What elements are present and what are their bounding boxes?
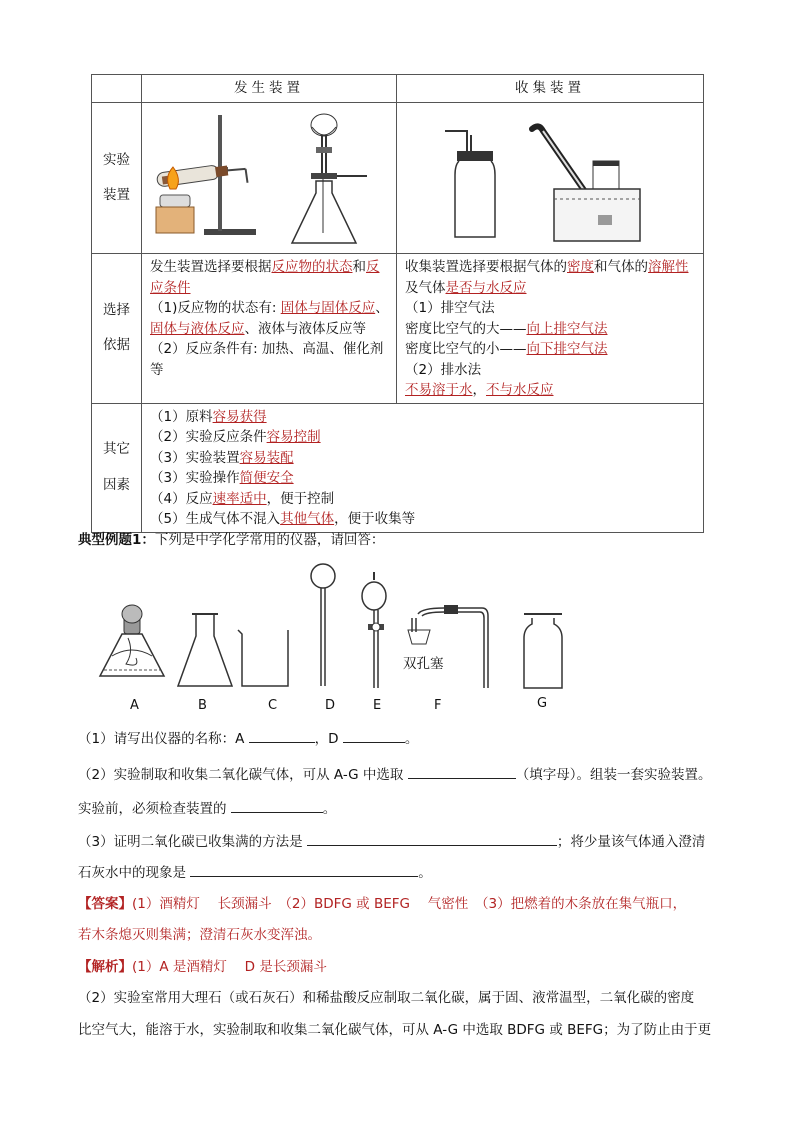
col-basis-line2: （1）排空气法	[405, 300, 495, 316]
other-line: （4）反应速率适中，便于控制	[150, 490, 335, 507]
analysis-line-2: （2）实验室常用大理石（或石灰石）和稀盐酸反应制取二氧化碳，属于固、液常温型，二氧化碳的密度	[78, 990, 695, 1006]
alcohol-lamp-drawing	[100, 605, 164, 676]
collection-apparatus-figure	[397, 103, 704, 254]
row-label-other: 其它 因素	[92, 403, 142, 532]
generation-apparatus-figure	[142, 103, 397, 254]
label-E: E	[373, 698, 382, 713]
answer-blank[interactable]	[343, 728, 405, 743]
label-A: A	[130, 698, 139, 713]
example-heading: 典型例题1：下列是中学化学常用的仪器，请回答：	[78, 532, 385, 548]
header-collection: 收集装置	[397, 75, 704, 103]
gen-basis-line3: （2）反应条件有: 加热、高温、催化剂等	[150, 341, 384, 378]
other-line: （3）实验操作简便安全	[150, 470, 294, 486]
question-3-cont: 石灰水中的现象是 。	[78, 862, 728, 884]
other-line: （2）实验反应条件容易控制	[150, 429, 321, 445]
question-2: （2）实验制取和收集二氧化碳气体，可从 A-G 中选取 （填字母）。组装一套实验装置。	[78, 764, 728, 786]
collection-apparatus-drawing	[397, 103, 704, 249]
other-line: （3）实验装置容易装配	[150, 449, 294, 466]
collection-basis-text	[397, 254, 704, 404]
apparatus-table	[91, 74, 704, 533]
other-line: （5）生成气体不混入其他气体，便于收集等	[150, 511, 416, 527]
other-line: （1）原料容易获得	[150, 408, 267, 425]
col-basis-line4: 密度比空气的小——向下排空气法	[405, 341, 608, 357]
answer-line-2: 若木条熄灭则集满；澄清石灰水变浑浊。	[78, 927, 321, 943]
answer-blank[interactable]	[249, 728, 315, 743]
label-F: F	[434, 698, 442, 713]
other-factors-text	[142, 403, 704, 532]
answer-line-1: 【答案】(1）酒精灯 长颈漏斗 （2）BDFG 或 BEFG 气密性 （3）把燃着的木条放在集气瓶口，	[78, 896, 687, 912]
col-basis-line5: （2）排水法	[405, 361, 482, 378]
answer-blank[interactable]	[408, 764, 516, 779]
question-2-cont: 实验前，必须检查装置的 。	[78, 798, 728, 820]
answer-blank[interactable]	[190, 862, 418, 877]
question-1: （1）请写出仪器的名称：A ，D 。	[78, 728, 728, 750]
analysis-line-3: 比空气大，能溶于水，实验制取和收集二氧化碳气体，可从 A-G 中选取 BDFG 或 BEFG；为了防止由于更	[78, 1022, 712, 1038]
col-basis-line6: 不易溶于水，不与水反应	[405, 382, 554, 398]
header-generation: 发生装置	[142, 75, 397, 103]
gen-basis-line1: 发生装置选择要根据反应物的状态和反应条件	[150, 259, 380, 296]
answer-blank[interactable]	[231, 798, 323, 813]
analysis-line-1: 【解析】(1）A 是酒精灯 D 是长颈漏斗	[78, 959, 327, 975]
col-basis-line1: 收集装置选择要根据气体的密度和气体的溶解性及气体是否与水反应	[405, 259, 689, 296]
label-C: C	[268, 698, 278, 713]
question-3: （3）证明二氧化碳已收集满的方法是 ；将少量该气体通入澄清	[78, 831, 728, 853]
row-label-basis: 选择 依据	[92, 254, 142, 404]
label-B: B	[198, 698, 207, 713]
col-basis-line3: 密度比空气的大——向上排空气法	[405, 320, 608, 337]
label-D: D	[325, 698, 336, 713]
answer-blank[interactable]	[307, 831, 557, 846]
generation-basis-text	[142, 254, 397, 404]
row-label-apparatus: 实验 装置	[92, 103, 142, 254]
gen-basis-line2: （1)反应物的状态有: 固体与固体反应、固体与液体反应、液体与液体反应等	[150, 300, 389, 337]
instruments-figure	[92, 558, 572, 718]
stopper-label: 双孔塞	[403, 656, 444, 672]
generation-apparatus-drawing	[142, 103, 397, 249]
label-G: G	[537, 696, 548, 711]
corner-cell	[92, 75, 142, 103]
